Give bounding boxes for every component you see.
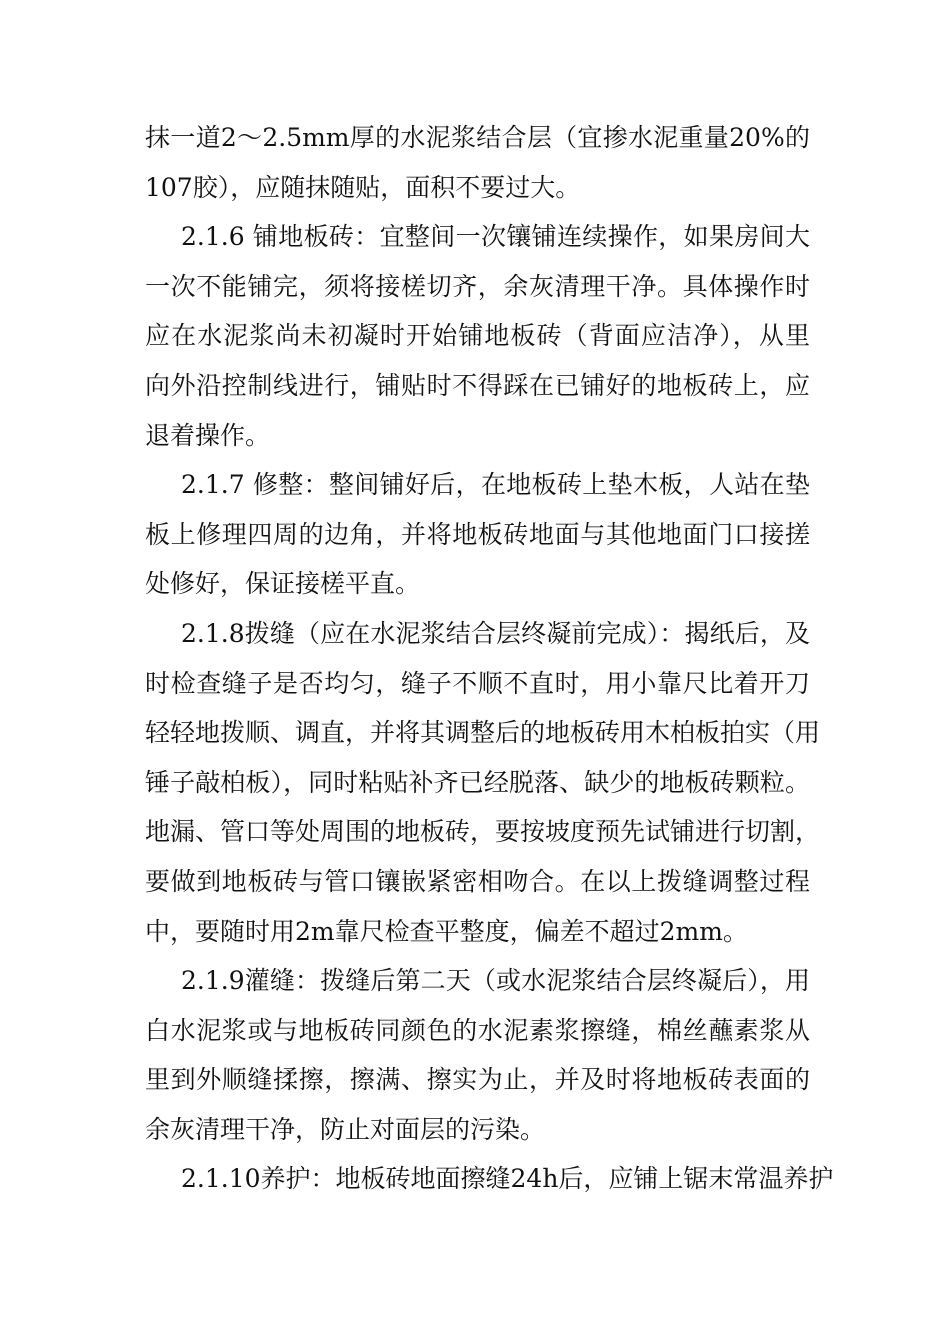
text-line: 107胶），应随抹随贴，面积不要过大。 — [145, 172, 581, 202]
document-body — [145, 113, 834, 1204]
paragraph-2-1-6 — [145, 212, 810, 460]
text-line: 中，要随时用2m靠尺检查平整度，偏差不超过2mm。 — [145, 916, 748, 946]
text-line: 板上修理四周的边角，并将地板砖地面与其他地面门口接搓 — [145, 519, 810, 549]
text-line: 向外沿控制线进行，铺贴时不得踩在已铺好的地板砖上，应 — [145, 370, 810, 400]
text-line: 里到外顺缝揉擦，擦满、擦实为止，并及时将地板砖表面的 — [145, 1065, 810, 1095]
text-line: 2.1.8拨缝（应在水泥浆结合层终凝前完成）：揭纸后，及 — [181, 618, 810, 648]
paragraph-2-1-7 — [145, 460, 810, 609]
text-line: 退着操作。 — [145, 420, 271, 450]
text-line: 锤子敲柏板），同时粘贴补齐已经脱落、缺少的地板砖颗粒。 — [145, 767, 810, 797]
text-line: 2.1.10养护：地板砖地面擦缝24h后，应铺上锯末常温养护 — [181, 1164, 834, 1194]
text-line: 要做到地板砖与管口镶嵌紧密相吻合。在以上拨缝调整过程 — [145, 866, 810, 896]
text-line: 一次不能铺完，须将接槎切齐，余灰清理干净。具体操作时 — [145, 271, 810, 301]
text-line: 2.1.6 铺地板砖：宜整间一次镶铺连续操作，如果房间大 — [181, 222, 810, 252]
text-line: 白水泥浆或与地板砖同颜色的水泥素浆擦缝，棉丝蘸素浆从 — [145, 1015, 810, 1045]
text-line: 时检查缝子是否均匀，缝子不顺不直时，用小靠尺比着开刀 — [145, 668, 810, 698]
text-line: 轻轻地拨顺、调直，并将其调整后的地板砖用木柏板拍实（用 — [145, 718, 821, 748]
text-line: 2.1.7 修整：整间铺好后，在地板砖上垫木板，人站在垫 — [181, 470, 810, 500]
text-line: 处修好，保证接槎平直。 — [145, 569, 421, 599]
paragraph-2-1-8 — [145, 609, 821, 956]
text-line: 地漏、管口等处周围的地板砖，要按坡度预先试铺进行切割， — [145, 817, 821, 847]
paragraph-2-1-10 — [145, 1154, 834, 1204]
paragraph-intro-tail — [145, 113, 810, 212]
text-line: 2.1.9灌缝：拨缝后第二天（或水泥浆结合层终凝后），用 — [181, 966, 810, 996]
text-line: 余灰清理干净，防止对面层的污染。 — [145, 1114, 546, 1144]
paragraph-2-1-9 — [145, 956, 810, 1154]
text-line: 应在水泥浆尚未初凝时开始铺地板砖（背面应洁净），从里 — [145, 321, 810, 351]
text-line: 抹一道2～2.5mm厚的水泥浆结合层（宜掺水泥重量20%的 — [145, 123, 810, 152]
